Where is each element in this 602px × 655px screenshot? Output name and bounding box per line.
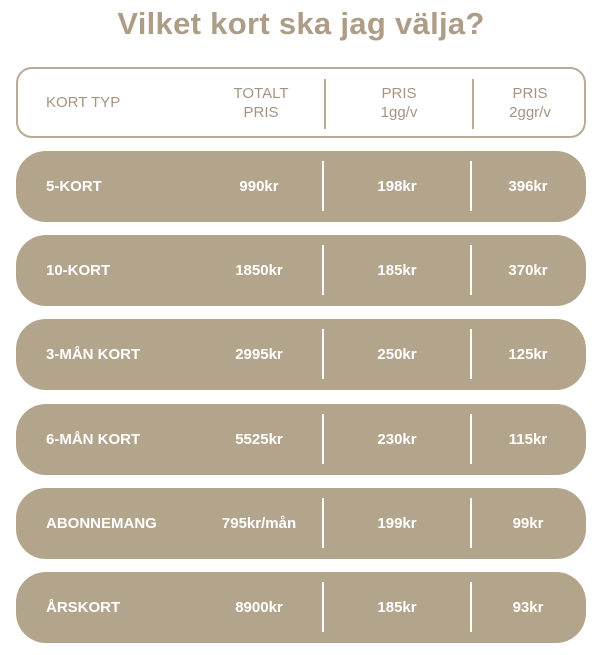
- total-price: 8900kr: [235, 599, 283, 616]
- card-type: 3-MÅN KORT: [46, 346, 141, 363]
- price-once-weekly: 250kr: [377, 346, 417, 363]
- header-price-twice-weekly: [474, 69, 586, 136]
- price-twice-weekly: 99kr: [512, 515, 544, 532]
- table-row: [16, 151, 586, 222]
- header-total-price: [198, 69, 324, 136]
- header-price2-line2: 2ggr/v: [509, 103, 551, 121]
- card-type: 6-MÅN KORT: [46, 431, 141, 448]
- total-price: 990kr: [239, 178, 279, 195]
- price-once-weekly: 230kr: [377, 431, 417, 448]
- table-row: [16, 572, 586, 643]
- price-twice-weekly: 370kr: [508, 262, 548, 279]
- table-row: [16, 235, 586, 306]
- card-type: ÅRSKORT: [46, 599, 121, 616]
- card-type: ABONNEMANG: [46, 515, 157, 532]
- price-twice-weekly: 396kr: [508, 178, 548, 195]
- header-total-line2: PRIS: [243, 103, 279, 121]
- header-price1-line2: 1gg/v: [380, 103, 418, 121]
- price-twice-weekly: 93kr: [512, 599, 544, 616]
- total-price: 2995kr: [235, 346, 283, 363]
- card-type: 5-KORT: [46, 178, 102, 195]
- price-once-weekly: 198kr: [377, 178, 417, 195]
- total-price: 5525kr: [235, 431, 283, 448]
- header-price2-line1: PRIS: [512, 84, 548, 102]
- header-card-type: KORT TYP: [46, 94, 121, 111]
- total-price: 795kr/mån: [221, 515, 297, 532]
- header-total-line1: TOTALT: [233, 84, 289, 102]
- price-twice-weekly: 125kr: [508, 346, 548, 363]
- header-price1-line1: PRIS: [381, 84, 417, 102]
- page-title: Vilket kort ska jag välja?: [117, 6, 485, 41]
- price-once-weekly: 185kr: [377, 262, 417, 279]
- table-row: [16, 319, 586, 390]
- header-price-once-weekly: [326, 69, 472, 136]
- table-row: [16, 488, 586, 559]
- table-row: [16, 404, 586, 475]
- price-once-weekly: 199kr: [377, 515, 417, 532]
- table-header: [16, 67, 586, 138]
- price-twice-weekly: 115kr: [508, 431, 548, 448]
- card-type: 10-KORT: [46, 262, 111, 279]
- price-once-weekly: 185kr: [377, 599, 417, 616]
- total-price: 1850kr: [235, 262, 283, 279]
